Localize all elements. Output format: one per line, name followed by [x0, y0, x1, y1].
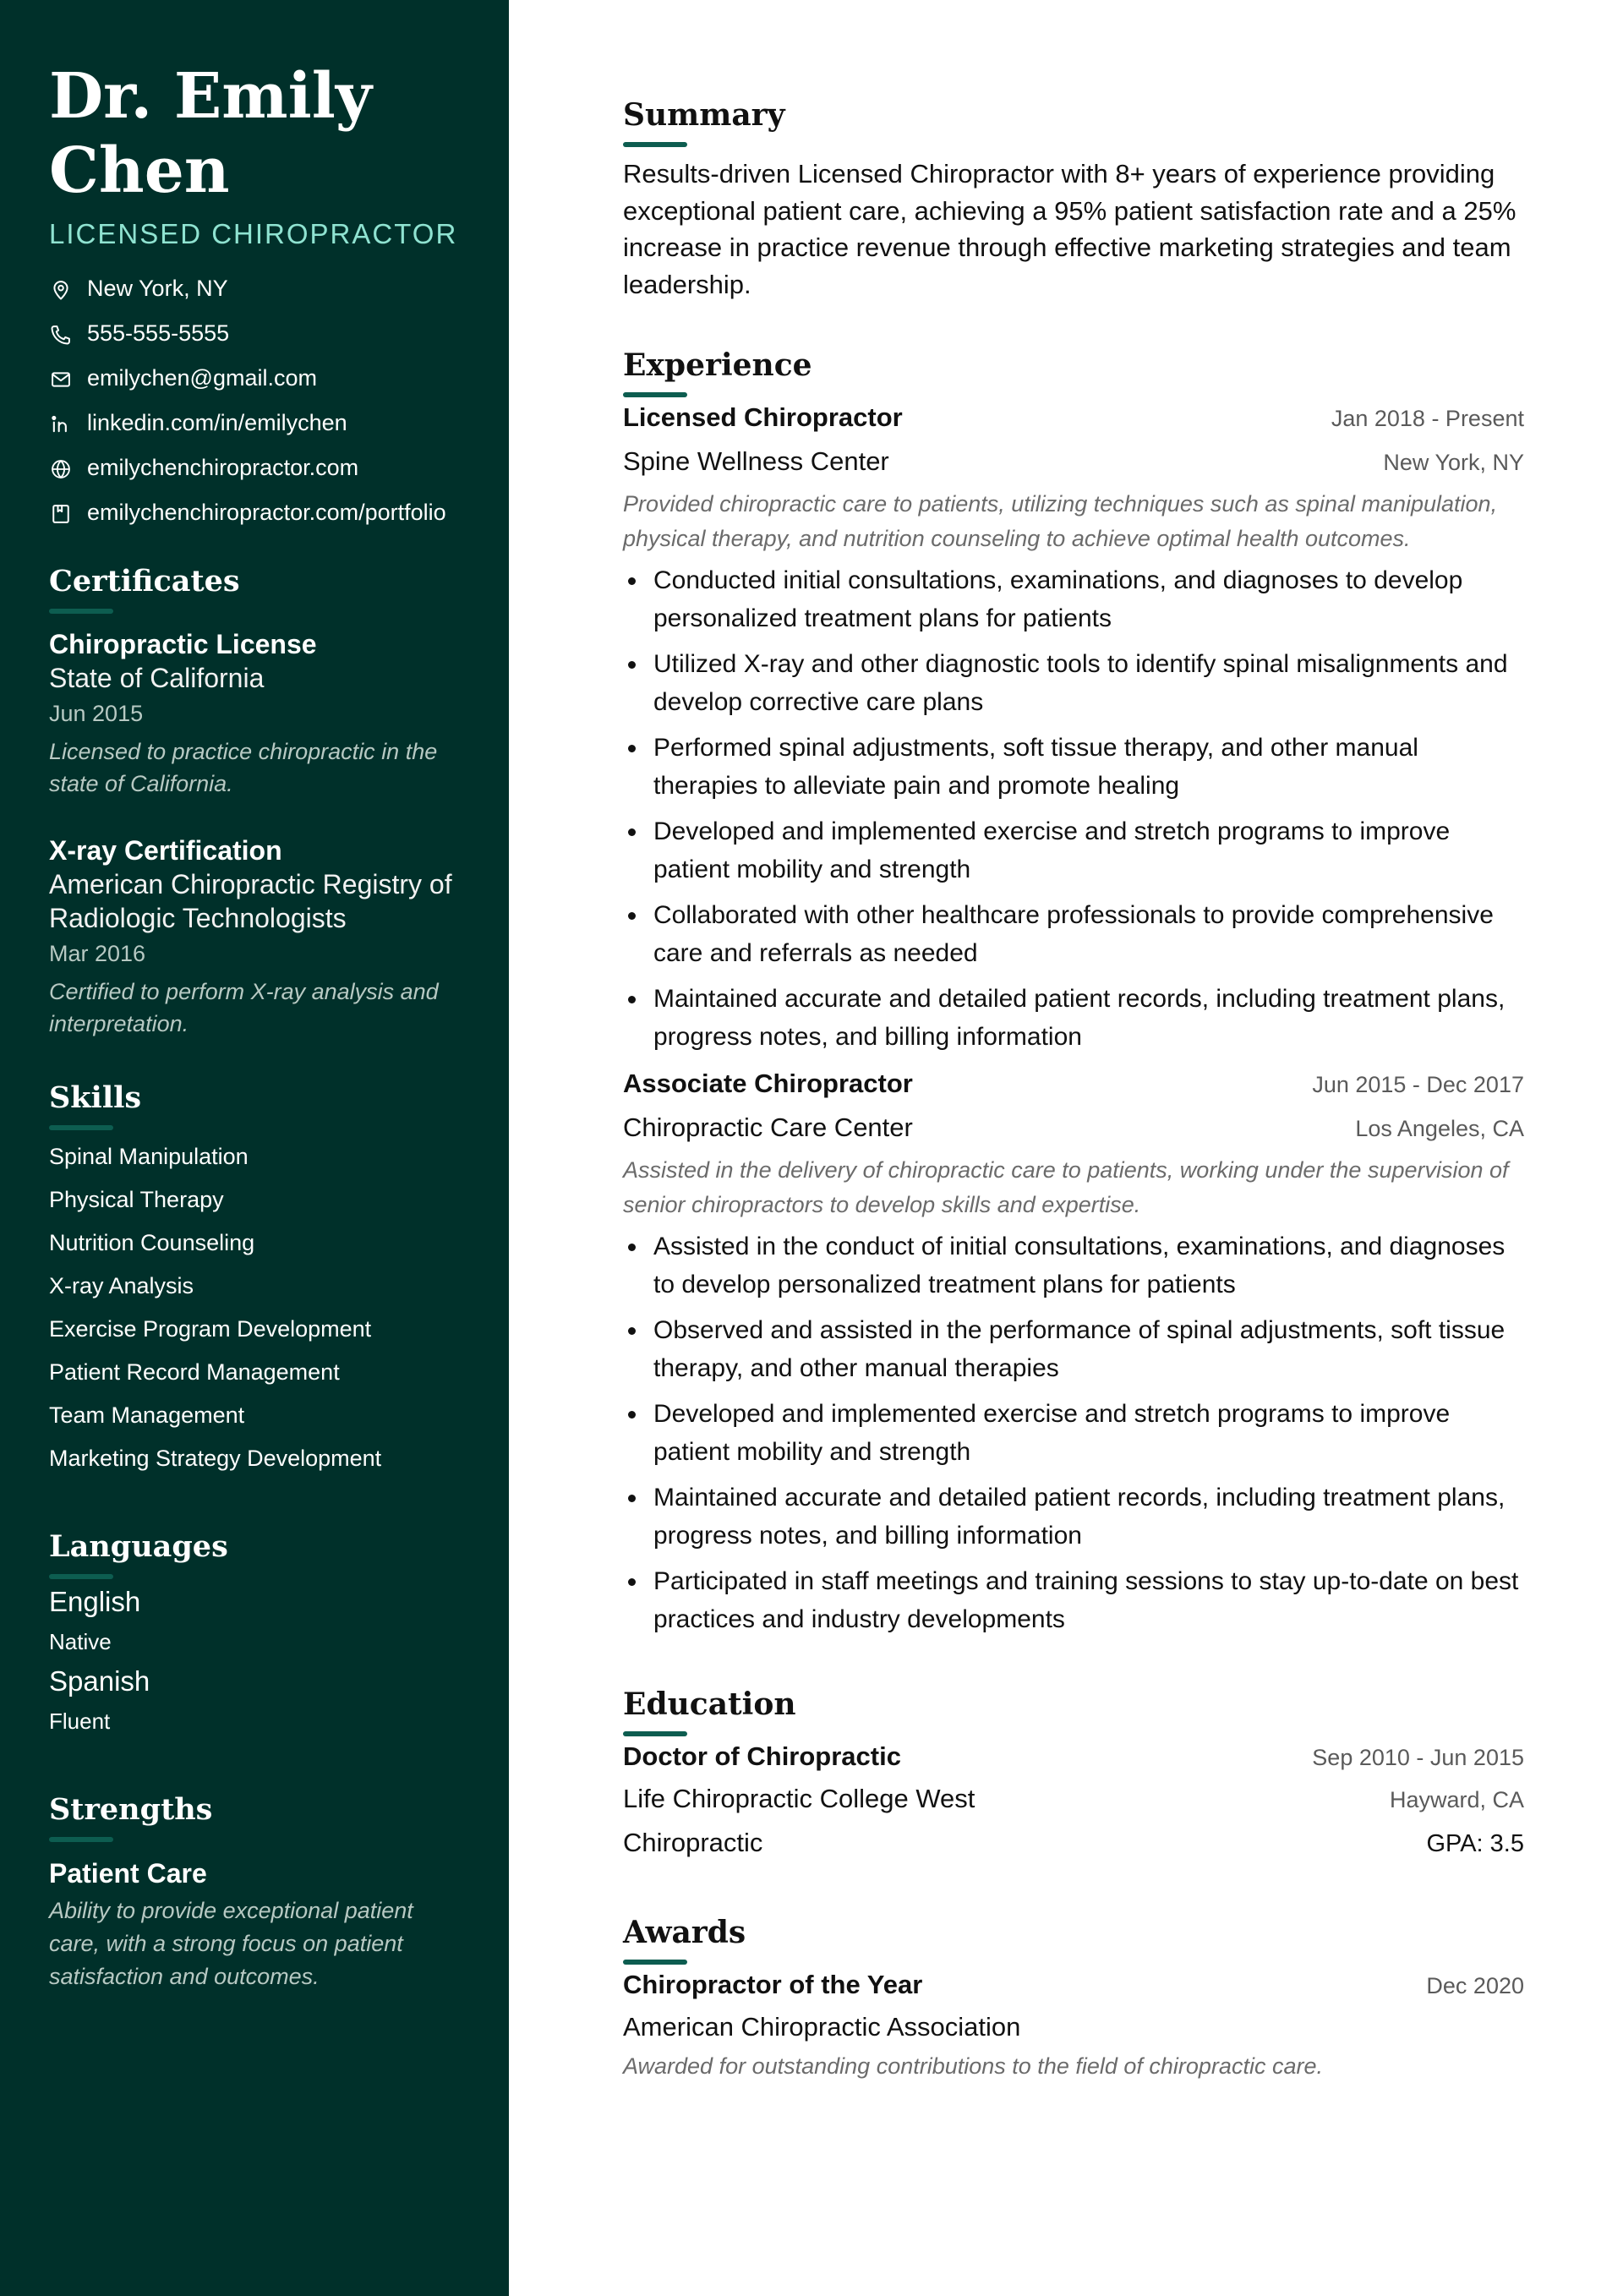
bullet-item: Assisted in the conduct of initial consultations, examinations, and diagnoses to develop personalized treatment plans for patients [623, 1227, 1524, 1304]
job-location: New York, NY [1383, 450, 1524, 475]
school-location: Hayward, CA [1389, 1787, 1524, 1812]
job-location: Los Angeles, CA [1355, 1116, 1524, 1141]
education-header [623, 1736, 1524, 1777]
phone-icon [49, 323, 73, 347]
skill-item: X-ray Analysis [49, 1273, 194, 1298]
gpa: GPA: 3.5 [1426, 1830, 1524, 1857]
contact-linkedin[interactable] [49, 408, 460, 437]
skill-item: Marketing Strategy Development [49, 1446, 382, 1471]
contact-phone[interactable] [49, 319, 460, 347]
contact-portfolio[interactable] [49, 498, 460, 527]
job-header [623, 397, 1524, 438]
strength-title: Patient Care [49, 1858, 207, 1889]
job-date: Jun 2015 - Dec 2017 [1312, 1072, 1524, 1097]
skill-item: Exercise Program Development [49, 1316, 372, 1342]
contact-portfolio-text: emilychenchiropractor.com/portfolio [87, 500, 446, 525]
bullet-item: Performed spinal adjustments, soft tissue therapy, and other manual therapies to alleviate pain and promote healing [623, 729, 1524, 805]
job-title: Licensed Chiropractor [623, 402, 903, 432]
certificate-date: Mar 2016 [49, 941, 146, 966]
bullet-item: Developed and implemented exercise and stretch programs to improve patient mobility and strength [623, 812, 1524, 888]
language-level: Fluent [49, 1708, 111, 1734]
certificate-date: Jun 2015 [49, 701, 144, 726]
certificate-org: State of California [49, 663, 265, 693]
education-section [623, 1684, 1524, 1865]
skill-item: Team Management [49, 1402, 245, 1428]
job-subheader [623, 438, 1524, 485]
award-org: American Chiropractic Association [623, 2012, 1021, 2042]
skill-item: Patient Record Management [49, 1359, 340, 1385]
name-line-2: Chen [49, 134, 230, 207]
certificates-heading: Certificates [49, 564, 240, 599]
certificate-desc: Certified to perform X-ray analysis and interpretation. [49, 979, 439, 1036]
award-desc: Awarded for outstanding contributions to the field of chiropractic care. [623, 2053, 1323, 2079]
job-title: Associate Chiropractor [623, 1069, 913, 1098]
experience-section [623, 345, 1524, 1638]
bullet-item: Utilized X-ray and other diagnostic tools to identify spinal misalignments and develop corrective care plans [623, 645, 1524, 721]
strengths-heading: Strengths [49, 1792, 213, 1827]
bullet-item: Participated in staff meetings and training sessions to stay up-to-date on best practices and industry developments [623, 1562, 1524, 1638]
certificate-item [49, 834, 460, 1040]
heading-underline [49, 1574, 113, 1579]
contact-email[interactable] [49, 364, 460, 392]
education-heading: Education [623, 1686, 796, 1722]
summary-section [623, 95, 1524, 303]
languages-heading: Languages [49, 1529, 228, 1564]
award-header [623, 1965, 1524, 2005]
strengths-section [49, 1792, 460, 1993]
job-entry [623, 397, 1524, 1056]
certificate-title: X-ray Certification [49, 835, 282, 866]
skills-section [49, 1080, 460, 1480]
job-description: Assisted in the delivery of chiropractic care to patients, working under the supervision of senior chiropractors to develop skills and expertise. [623, 1157, 1509, 1217]
sidebar [0, 0, 509, 2296]
heading-underline [49, 1837, 113, 1842]
skill-item: Nutrition Counseling [49, 1230, 255, 1255]
strength-desc: Ability to provide exceptional patient care, with a strong focus on patient satisfaction and outcomes. [49, 1898, 413, 1989]
job-entry [623, 1063, 1524, 1638]
job-header [623, 1063, 1524, 1104]
education-date: Sep 2010 - Jun 2015 [1312, 1745, 1524, 1770]
location-icon [49, 278, 73, 302]
job-description: Provided chiropractic care to patients, utilizing techniques such as spinal manipulation, physical therapy, and nutrition counseling to achieve optimal health outcomes. [623, 491, 1498, 551]
contact-location [49, 274, 460, 303]
languages-section [49, 1529, 460, 1741]
portfolio-icon [49, 502, 73, 526]
job-subheader [623, 1104, 1524, 1151]
experience-heading: Experience [623, 347, 812, 383]
field-of-study: Chiropractic [623, 1828, 763, 1857]
contact-email-text: emilychen@gmail.com [87, 365, 317, 391]
bullet-item: Conducted initial consultations, examinations, and diagnoses to develop personalized treatment plans for patients [623, 561, 1524, 637]
job-bullets [623, 1227, 1524, 1638]
bullet-item: Developed and implemented exercise and stretch programs to improve patient mobility and strength [623, 1395, 1524, 1471]
language-level: Native [49, 1629, 112, 1654]
language-name: English [49, 1586, 141, 1617]
certificate-item [49, 627, 460, 800]
linkedin-icon [49, 413, 73, 436]
certificate-title: Chiropractic License [49, 629, 317, 659]
bullet-item: Observed and assisted in the performance of spinal adjustments, soft tissue therapy, and other manual therapies [623, 1311, 1524, 1387]
contact-list [49, 274, 460, 527]
language-name: Spanish [49, 1665, 150, 1697]
contact-website-text: emilychenchiropractor.com [87, 455, 359, 480]
main-content [623, 0, 1524, 2084]
school-name: Life Chiropractic College West [623, 1784, 975, 1813]
contact-phone-text: 555-555-5555 [87, 320, 230, 346]
job-company: Chiropractic Care Center [623, 1112, 913, 1142]
heading-underline [49, 1125, 113, 1130]
bullet-item: Maintained accurate and detailed patient records, including treatment plans, progress notes, and billing information [623, 1479, 1524, 1555]
skill-item: Spinal Manipulation [49, 1144, 249, 1169]
job-company: Spine Wellness Center [623, 446, 889, 476]
awards-heading: Awards [623, 1915, 746, 1950]
bullet-item: Collaborated with other healthcare professionals to provide comprehensive care and referrals as needed [623, 896, 1524, 972]
certificates-section [49, 564, 460, 1040]
degree-title: Doctor of Chiropractic [623, 1741, 901, 1771]
skill-item: Physical Therapy [49, 1187, 224, 1212]
heading-underline [623, 142, 687, 147]
summary-heading: Summary [623, 97, 785, 133]
bullet-item: Maintained accurate and detailed patient records, including treatment plans, progress notes, and billing information [623, 980, 1524, 1056]
award-date: Dec 2020 [1426, 1973, 1524, 1998]
job-role: LICENSED CHIROPRACTOR [49, 218, 458, 249]
awards-section [623, 1912, 1524, 2084]
candidate-name [49, 59, 460, 208]
summary-text: Results-driven Licensed Chiropractor with 8+ years of experience providing exceptional patient care, achieving a 95% patient satisfaction rate and a 25% increase in practice revenue through effective marketing strategies and team leadership. [623, 159, 1516, 299]
contact-location-text: New York, NY [87, 276, 228, 301]
award-title: Chiropractor of the Year [623, 1970, 923, 1999]
education-field-row [623, 1821, 1524, 1865]
certificate-org: American Chiropractic Registry of Radiologic Technologists [49, 869, 452, 933]
name-line-1: Dr. Emily [49, 60, 372, 133]
job-bullets [623, 561, 1524, 1056]
email-icon [49, 368, 73, 391]
education-school-row [623, 1777, 1524, 1821]
skills-heading: Skills [49, 1080, 142, 1115]
contact-linkedin-text: linkedin.com/in/emilychen [87, 410, 347, 435]
contact-website[interactable] [49, 453, 460, 482]
globe-icon [49, 457, 73, 481]
heading-underline [49, 609, 113, 614]
certificate-desc: Licensed to practice chiropractic in the state of California. [49, 739, 438, 796]
job-date: Jan 2018 - Present [1331, 406, 1524, 431]
